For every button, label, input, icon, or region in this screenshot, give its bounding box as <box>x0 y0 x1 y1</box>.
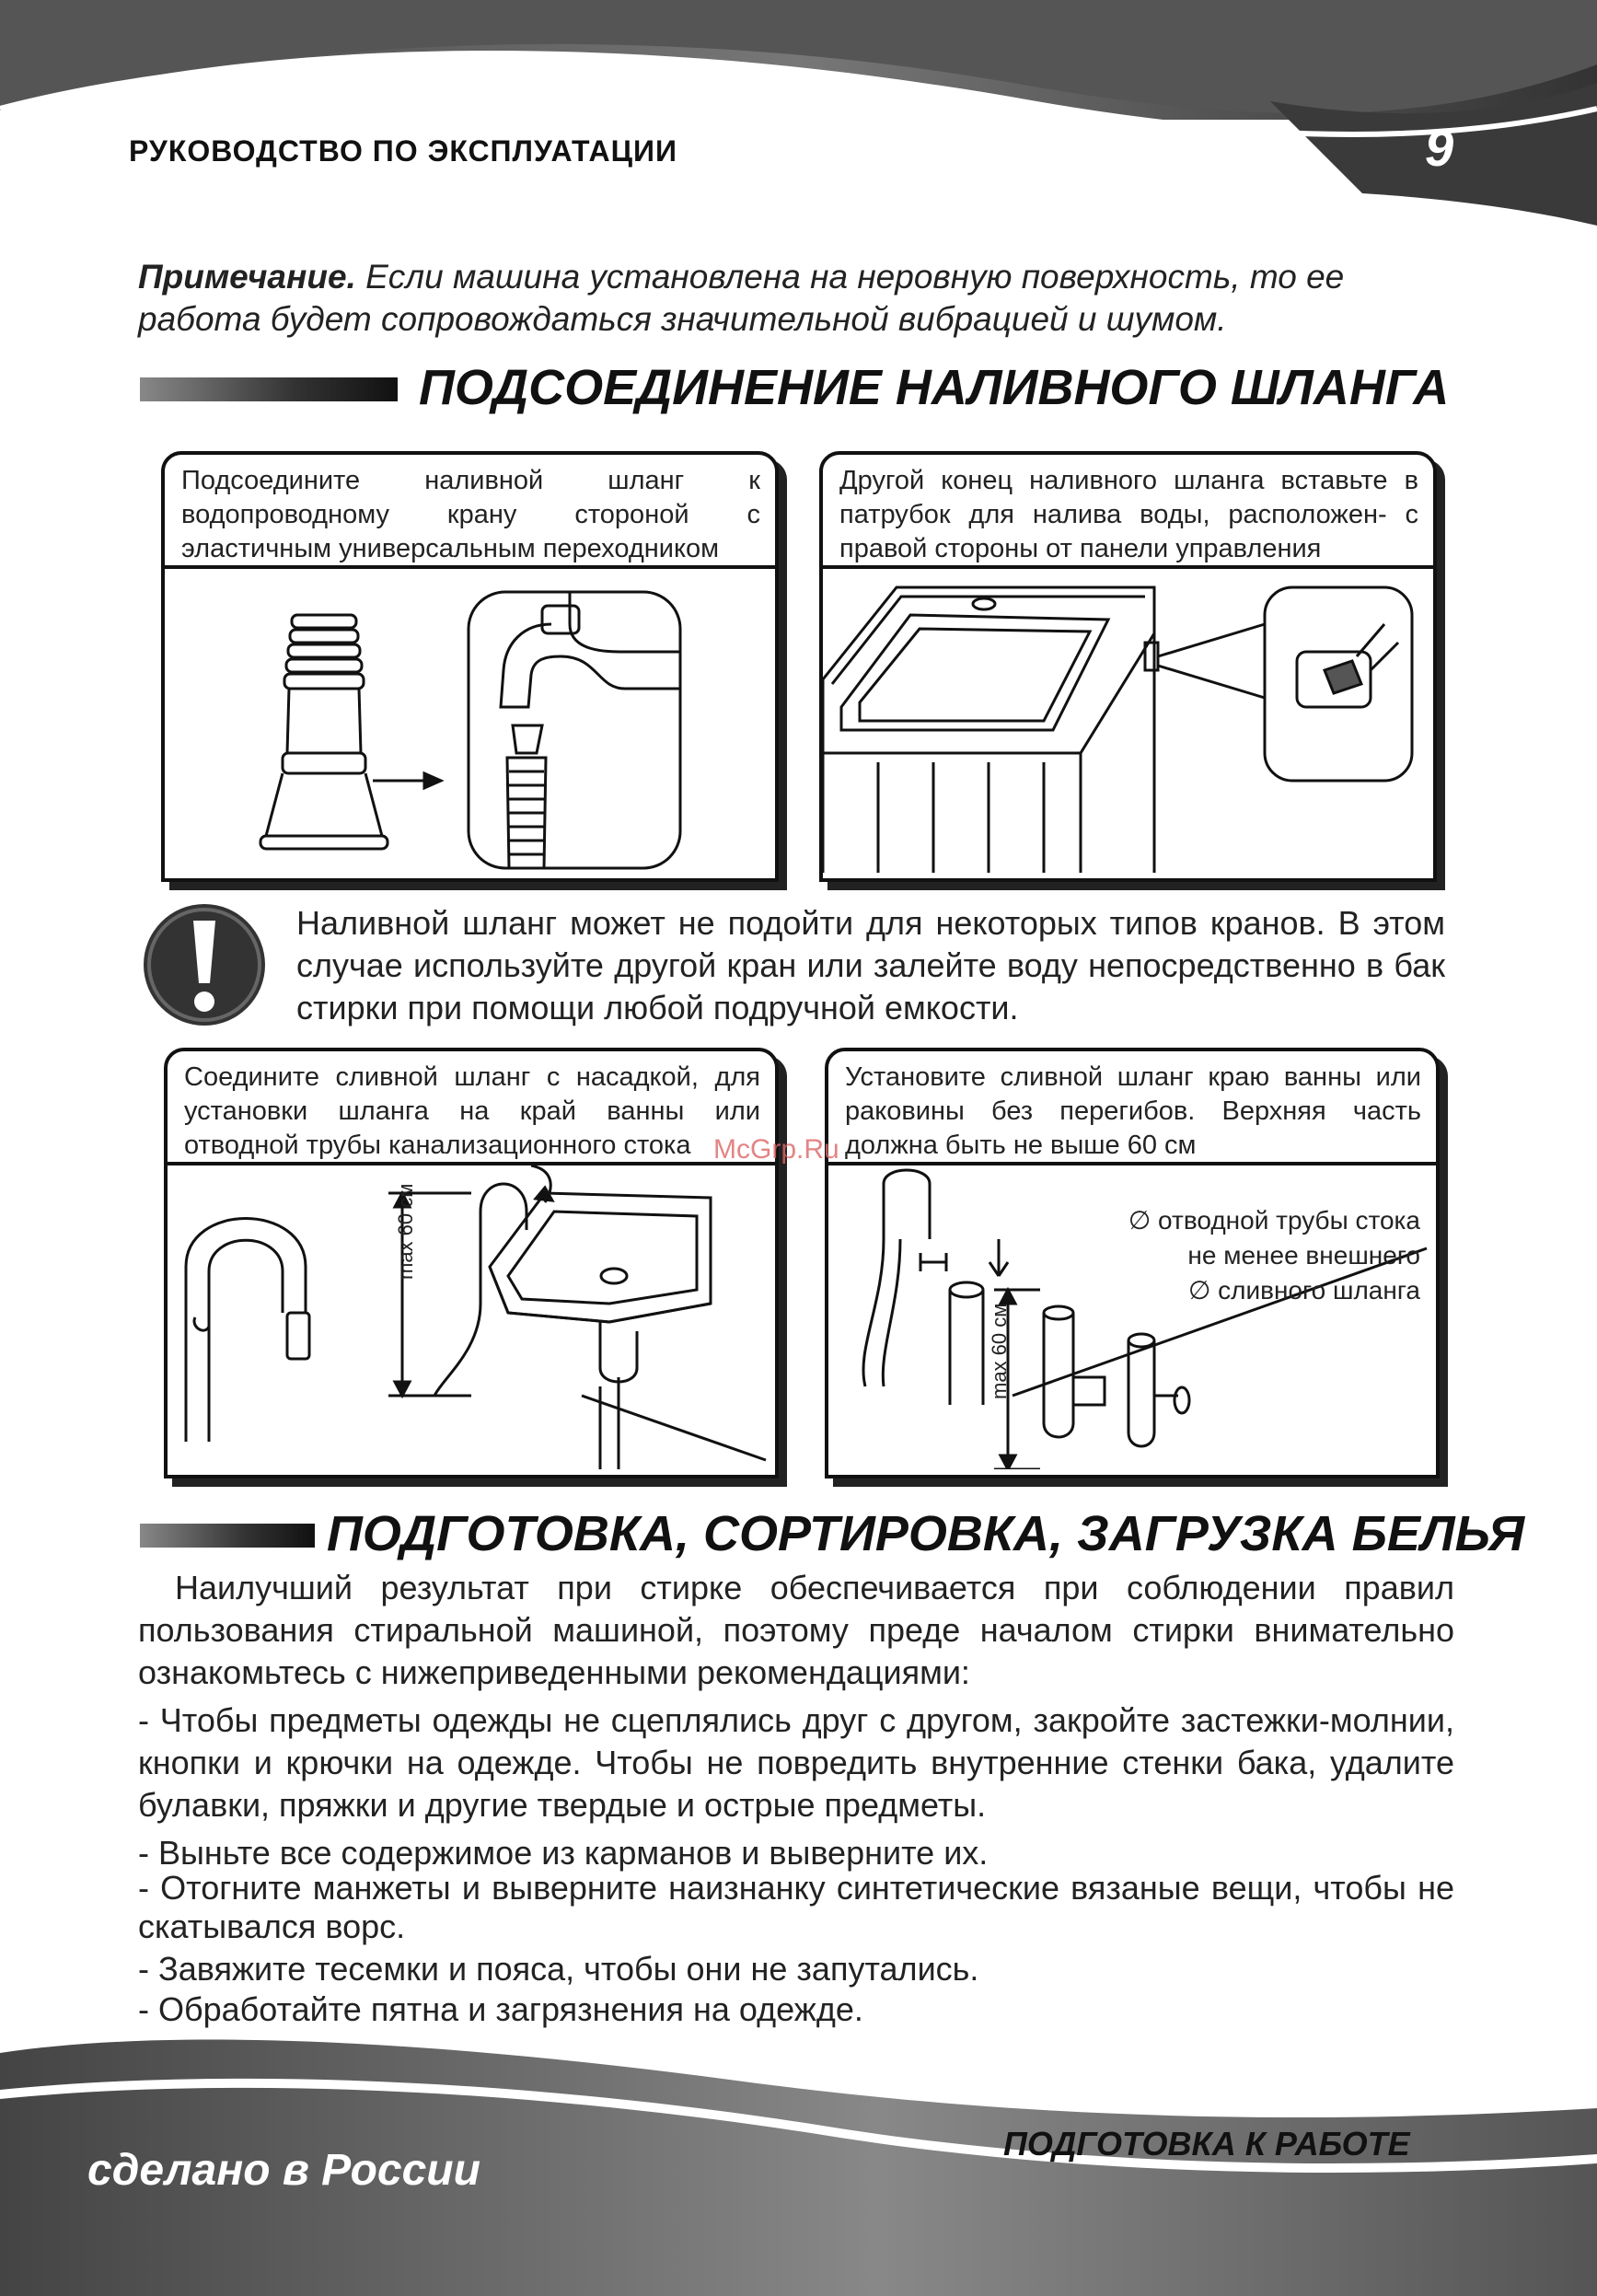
list-item: - Завяжите тесемки и пояса, чтобы они не запутались. <box>138 1950 979 1988</box>
max-height-label-right: max 60 см <box>988 1303 1011 1399</box>
note-paragraph <box>138 256 1473 341</box>
panel-drain-nozzle <box>164 1048 779 1478</box>
section-2-bar <box>140 1524 315 1548</box>
section-2-intro: Наилучший результат при стирке обеспечивается при соблюдении правил пользования стиральной машиной, поэтому преде началом стирки внимательно ознакомьтесь с нижеприведенными рекомендациями: <box>138 1569 1454 1691</box>
list-item: - Отогните манжеты и выверните наизнанку синтетические вязаные вещи, чтобы не скатывался ворс. <box>138 1869 1454 1945</box>
drain-sink-illustration <box>168 1165 775 1469</box>
list-item: - Выньте все содержимое из карманов и выверните их. <box>138 1834 989 1872</box>
page-number: 9 <box>1425 119 1454 177</box>
section-1-bar <box>140 377 398 401</box>
footer-made-in: сделано в России <box>87 2146 480 2195</box>
section-1-title: ПОДСОЕДИНЕНИЕ НАЛИВНОГО ШЛАНГА <box>419 360 1450 415</box>
note-label: Примечание. <box>138 258 356 296</box>
panel-inlet-machine <box>819 451 1437 882</box>
panel-drain-height-caption: Установите сливной шланг краю ванны или раковины без перегибов. Верхняя часть должна быть не выше 60 см <box>845 1062 1421 1160</box>
section-2-title: ПОДГОТОВКА, СОРТИРОВКА, ЗАГРУЗКА БЕЛЬЯ <box>327 1506 1525 1561</box>
panel-inlet-tap <box>161 451 779 882</box>
panel-inlet-machine-caption: Другой конец наливного шланга вставьте в патрубок для налива воды, расположен- с правой стороны от панели управления <box>839 466 1418 563</box>
annotation-line-2: не менее внешнего <box>1187 1241 1420 1270</box>
pipe-diameter-annotation <box>1075 1203 1420 1308</box>
annotation-line-3: ∅ сливного шланга <box>1187 1276 1420 1305</box>
note-text: Если машина установлена на неровную поверхность, то ее работа будет сопровождаться значительной вибрацией и шумом. <box>138 258 1345 338</box>
list-item: - Обработайте пятна и загрязнения на одежде. <box>138 1990 863 2028</box>
panel-drain-nozzle-caption: Соедините сливной шланг с насадкой, для установки шланга на край ванны или отводной трубы канализационного стока <box>184 1062 760 1160</box>
footer-section-title: ПОДГОТОВКА К РАБОТЕ <box>1003 2125 1410 2163</box>
max-height-label-left: max 60 см <box>394 1183 417 1280</box>
panel-drain-height <box>825 1048 1440 1478</box>
header-band <box>0 0 1597 239</box>
annotation-line-1: ∅ отводной трубы стока <box>1128 1206 1420 1235</box>
list-item: - Чтобы предметы одежды не сцеплялись друг с другом, закройте застежки-молнии, кнопки и крючки на одежде. Чтобы не повредить внутренние стенки бака, удалите булавки, пряжки и другие твердые и острые предметы. <box>138 1701 1454 1824</box>
panel-inlet-tap-caption: Подсоедините наливной шланг к водопроводному крану стороной с эластичным универсальным переходником <box>181 466 760 563</box>
adapter-tap-illustration <box>165 569 775 873</box>
exclamation-icon <box>140 900 269 1029</box>
warning-text: Наливной шланг может не подойти для некоторых типов кранов. В этом случае используйте другой кран или залейте воду непосредственно в бак стирки при помощи любой подручной емкости. <box>296 904 1445 1026</box>
washing-machine-illustration <box>823 569 1433 873</box>
watermark: McGrp.Ru <box>713 1134 839 1165</box>
header-title: РУКОВОДСТВО ПО ЭКСПЛУАТАЦИИ <box>129 134 678 168</box>
